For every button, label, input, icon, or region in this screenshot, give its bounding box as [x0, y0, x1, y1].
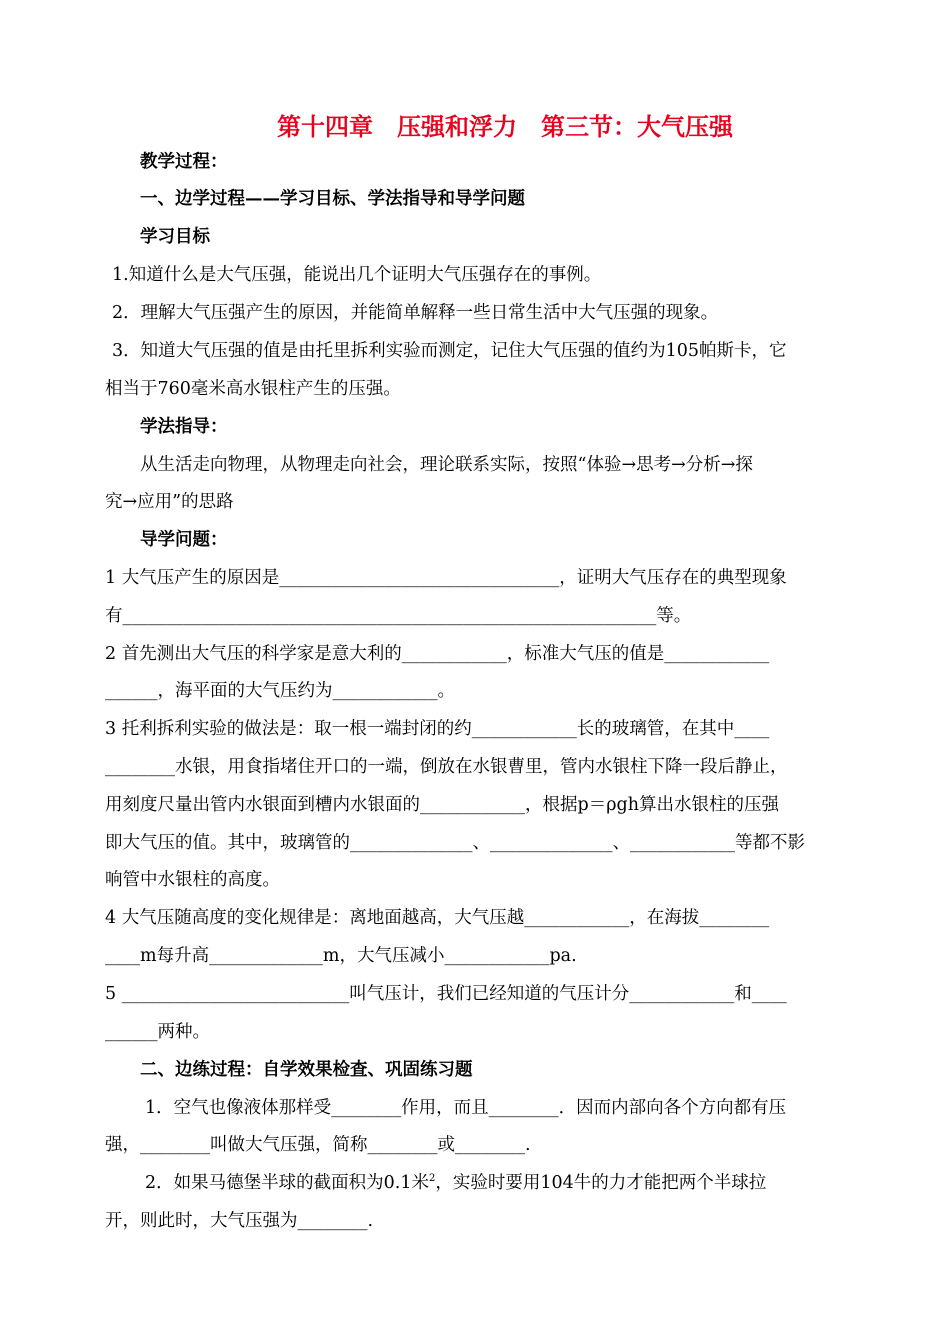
exercise-1-continued: 强，________叫做大气压强，简称________或________. — [105, 1135, 531, 1155]
question-1: 1 大气压产生的原因是________________________________，证明大气压存在的典型现象 — [105, 568, 787, 588]
question-3-line-5: 响管中水银柱的高度。 — [105, 870, 280, 890]
question-3: 3 托利拆利实验的做法是：取一根一端封闭的约____________长的玻璃管，在其中____ — [105, 719, 770, 739]
question-5-continued: ______两种。 — [105, 1022, 210, 1042]
exercise-2 — [145, 1171, 895, 1195]
exercise-2-part-a: 2．如果马德堡半球的截面积为0.1米 — [145, 1173, 429, 1193]
question-3-line-4: 即大气压的值。其中，玻璃管的______________、______________、____________等都不影 — [105, 833, 805, 853]
page-title: 第十四章 压强和浮力 第三节：大气压强 — [277, 112, 733, 141]
heading-guided-questions: 导学问题： — [140, 530, 228, 550]
section-label-teaching-process: 教学过程： — [140, 152, 228, 172]
exercise-1: 1．空气也像液体那样受________作用，而且________．因而内部向各个方向都有压 — [145, 1098, 787, 1118]
heading-part-two: 二、边练过程：自学效果检查、巩固练习题 — [140, 1060, 473, 1080]
goal-item-3: 3．知道大气压强的值是由托里拆利实验而测定，记住大气压强的值约为105帕斯卡，它 — [112, 341, 787, 361]
goal-item-1: 1.知道什么是大气压强，能说出几个证明大气压强存在的事例。 — [112, 265, 602, 285]
question-2: 2 首先测出大气压的科学家是意大利的____________，标准大气压的值是____________ — [105, 644, 770, 664]
question-2-continued: ______，海平面的大气压约为____________。 — [105, 681, 455, 701]
question-3-line-2: ________水银，用食指堵住开口的一端，倒放在水银曹里，管内水银柱下降一段后静止， — [105, 757, 788, 777]
question-3-line-3: 用刻度尺量出管内水银面到槽内水银面的____________，根据p＝ρgh算出水银柱的压强 — [105, 795, 779, 815]
exercise-2-part-b: ，实验时要用104牛的力才能把两个半球拉 — [435, 1173, 767, 1193]
heading-learning-goals: 学习目标 — [140, 227, 210, 247]
study-method-text: 从生活走向物理，从物理走向社会，理论联系实际，按照“体验→思考→分析→探 — [140, 455, 753, 475]
question-1-continued: 有_____________________________________________________________等。 — [105, 606, 692, 626]
question-4-continued: ____m每升高_____________m，大气压减小____________pa. — [105, 946, 577, 966]
study-method-text-continued: 究→应用”的思路 — [105, 492, 234, 512]
superscript-2: 2 — [428, 1173, 436, 1185]
question-4: 4 大气压随高度的变化规律是：离地面越高，大气压越____________，在海拔________ — [105, 908, 770, 928]
goal-item-3-continued: 相当于760毫米高水银柱产生的压强。 — [105, 379, 401, 399]
heading-study-method: 学法指导： — [140, 417, 228, 437]
goal-item-2: 2．理解大气压强产生的原因，并能简单解释一些日常生活中大气压强的现象。 — [112, 303, 719, 323]
question-5: 5 __________________________叫气压计，我们已经知道的气压计分____________和____ — [105, 984, 787, 1004]
exercise-2-continued: 开，则此时，大气压强为________. — [105, 1211, 374, 1231]
heading-part-one: 一、边学过程——学习目标、学法指导和导学问题 — [140, 189, 525, 209]
